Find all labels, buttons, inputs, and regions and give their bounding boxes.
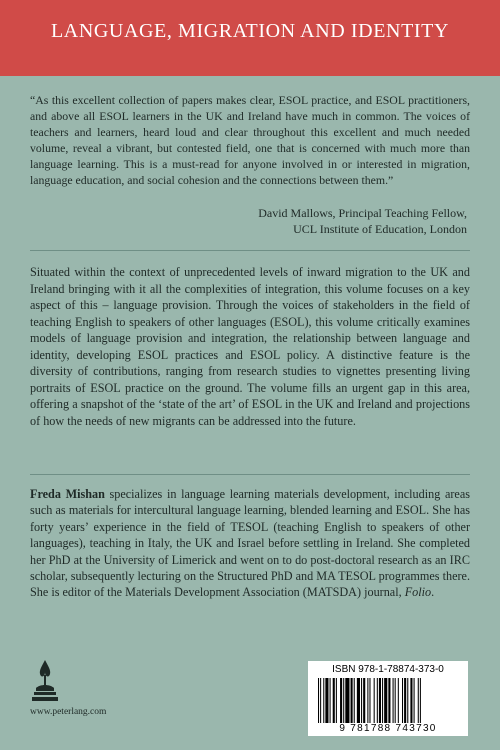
barcode-bar [325,678,328,723]
barcode-bar [351,678,353,723]
peter-lang-logo-icon [30,658,60,704]
barcode-bar [361,678,362,723]
title-banner [0,0,500,76]
isbn-barcode [308,661,468,736]
endorsement-attribution-name: David Mallows, Principal Teaching Fellow, [258,206,467,220]
barcode-bar [414,678,415,723]
barcode-bar [320,678,321,723]
barcode-bar [330,678,331,723]
endorsement-quote: “As this excellent collection of papers makes clear, ESOL practice, and ESOL practitioners, and above all ESOL learners in the UK and Ireland have much in common. The voices of teachers and learners, heard loud and clear throughout this excellent and much needed volume, reveal a vibrant, but contested field, one that is concerned with much more than language learning. This is a must-read for anyone involved in or interested in migration, language education, and social cohesion and the connections between them.” [30,93,470,187]
barcode-bar [318,678,319,723]
barcode-bar [393,678,394,723]
barcode-bars [316,678,460,723]
author-bio-text: specializes in language learning materials development, including areas such as materials for intercultural language learning, blended learning and ESOL. She has forty years’ experience in the field of TESOL (teaching English to speakers of other languages), teaching in Italy, the UK and Israel before settling in Ireland. She completed her PhD at the University of Limerick and went on to do post-doctoral research as an IRC scholar, subsequently lecturing on the Structured PhD and MA TESOL programmes there. She is editor of the Materials Development Association (MATSDA) journal, [30,487,470,600]
bio-end: . [431,585,435,600]
author-name: Freda Mishan [30,487,105,501]
barcode-bar [379,678,381,723]
barcode-bar [340,678,342,723]
barcode-bar [336,678,337,723]
barcode-bar [410,678,412,723]
barcode-bar [343,678,344,723]
barcode-bar [367,678,368,723]
barcode-bar [323,678,324,723]
barcode-bar [357,678,360,723]
barcode-bar [374,678,375,723]
book-title: LANGUAGE, MIGRATION AND IDENTITY [50,20,450,42]
barcode-bar [369,678,370,723]
section-divider [30,250,470,251]
book-description: Situated within the context of unprecedented levels of inward migration to the UK and Ireland bringing with it all the complexities of integration, this volume focuses on a key aspect of this – language provision. Through the voices of stakeholders in the field of teaching English to speakers of other languages (ESOL), this volume critically examines models of language provision and integration, the relationship between language and identity, developing ESOL practices and ESOL policy. A distinctive feature is the diversity of contributions, ranging from research studies to vignettes presenting living portraits of ESOL practice on the ground. The volume fills an urgent gap in this area, offering a snapshot of the ‘state of the art’ of ESOL in the UK and Ireland and projections of how the needs of new migrants can be addressed into the future. [30,265,470,428]
barcode-bar [333,678,335,723]
barcode-bar [345,678,349,723]
barcode-bar [407,678,408,723]
barcode-bar [377,678,378,723]
barcode-bar [363,678,365,723]
barcode-bar [354,678,355,723]
barcode-digits: 9 781788 743730 [339,723,437,734]
barcode-bar [388,678,390,723]
barcode-bar [395,678,396,723]
barcode-bar [418,678,419,723]
barcode-bar [382,678,383,723]
section-divider [30,474,470,475]
endorsement-attribution-institution: UCL Institute of Education, London [293,222,467,236]
barcode-bar [402,678,403,723]
publisher-url: www.peterlang.com [30,707,107,717]
barcode-bar [398,678,399,723]
barcode-bar [404,678,406,723]
barcode-bar [420,678,421,723]
barcode-bar [384,678,387,723]
author-bio [30,486,470,601]
isbn-label: ISBN 978-1-78874-373-0 [332,664,444,675]
journal-name: Folio [404,585,432,600]
